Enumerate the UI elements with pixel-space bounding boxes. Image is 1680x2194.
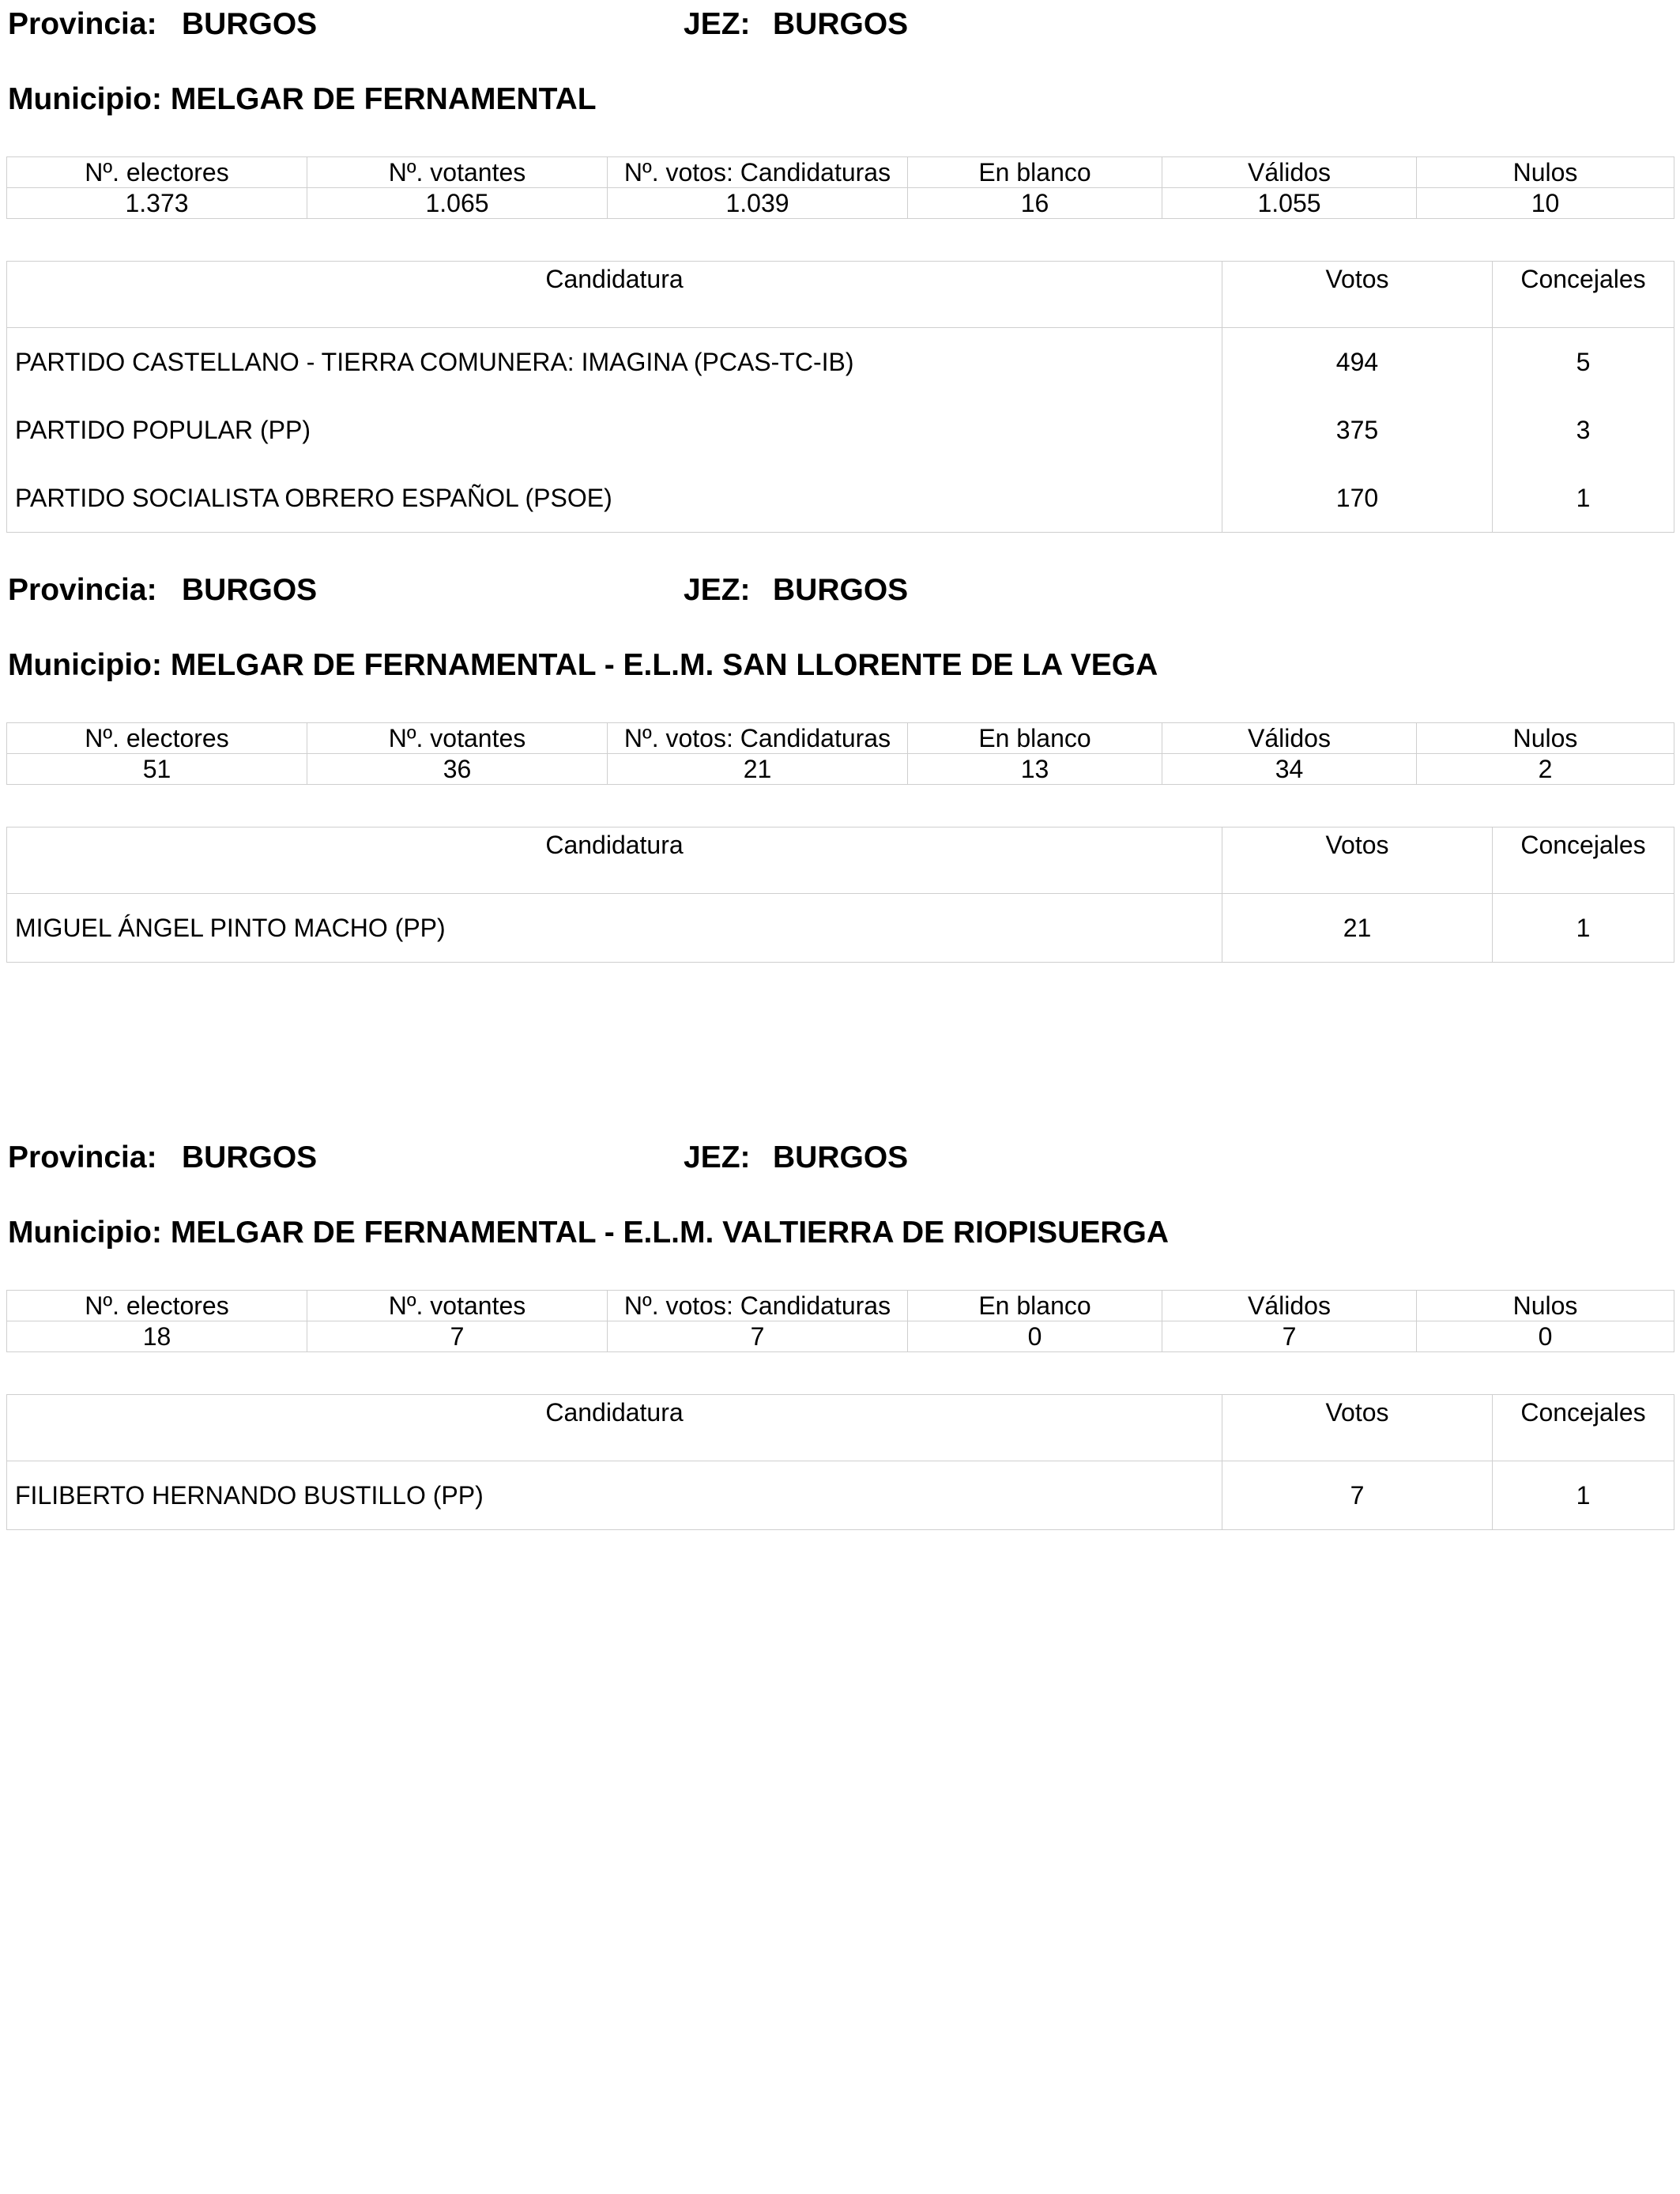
votos-header: Votos	[1222, 1395, 1493, 1461]
summary-header-row	[7, 723, 1674, 754]
candidaturas-table	[6, 827, 1674, 963]
votos-candidaturas-header: Nº. votos: Candidaturas	[608, 1291, 908, 1321]
jez-value: BURGOS	[773, 1140, 909, 1174]
en-blanco-header: En blanco	[908, 1291, 1162, 1321]
candidatura-votos: 375	[1222, 396, 1493, 464]
nulos-value: 10	[1417, 188, 1674, 219]
concejales-header: Concejales	[1493, 827, 1674, 894]
candidaturas-table	[6, 1394, 1674, 1530]
candidaturas-header-row	[7, 827, 1674, 894]
en-blanco-value: 0	[908, 1321, 1162, 1352]
candidatura-concejales: 1	[1493, 464, 1674, 533]
candidatura-concejales: 3	[1493, 396, 1674, 464]
summary-value-row	[7, 188, 1674, 219]
candidaturas-header-row	[7, 1395, 1674, 1461]
municipio-value: MELGAR DE FERNAMENTAL - E.L.M. VALTIERRA DE RIOPISUERGA	[170, 1216, 1169, 1250]
en-blanco-value: 13	[908, 754, 1162, 785]
summary-value-row	[7, 754, 1674, 785]
electores-value: 18	[7, 1321, 307, 1352]
candidatura-name: PARTIDO SOCIALISTA OBRERO ESPAÑOL (PSOE)	[7, 464, 1222, 533]
candidatura-votos: 7	[1222, 1461, 1493, 1530]
candidatura-row	[7, 464, 1674, 533]
votos-header: Votos	[1222, 262, 1493, 328]
candidatura-header: Candidatura	[7, 827, 1222, 894]
provincia-line	[8, 571, 1667, 610]
jez-label: JEZ:	[684, 1140, 751, 1174]
provincia-label: Provincia:	[8, 7, 157, 41]
votantes-header: Nº. votantes	[307, 1291, 608, 1321]
summary-value-row	[7, 1321, 1674, 1352]
concejales-header: Concejales	[1493, 262, 1674, 328]
summary-table	[6, 156, 1674, 219]
candidatura-votos: 170	[1222, 464, 1493, 533]
candidatura-row	[7, 396, 1674, 464]
votos-candidaturas-value: 7	[608, 1321, 908, 1352]
nulos-value: 0	[1417, 1321, 1674, 1352]
votos-header: Votos	[1222, 827, 1493, 894]
candidatura-header: Candidatura	[7, 1395, 1222, 1461]
candidatura-row	[7, 328, 1674, 397]
provincia-value: BURGOS	[182, 573, 318, 607]
jez-label: JEZ:	[684, 573, 751, 607]
jez-value: BURGOS	[773, 7, 909, 41]
candidatura-votos: 21	[1222, 894, 1493, 963]
municipio-label: Municipio:	[8, 648, 162, 682]
nulos-header: Nulos	[1417, 157, 1674, 188]
candidatura-row	[7, 894, 1674, 963]
provincia-line	[8, 1138, 1667, 1178]
votantes-value: 7	[307, 1321, 608, 1352]
candidatura-name: PARTIDO POPULAR (PP)	[7, 396, 1222, 464]
concejales-header: Concejales	[1493, 1395, 1674, 1461]
en-blanco-header: En blanco	[908, 157, 1162, 188]
candidatura-votos: 494	[1222, 328, 1493, 397]
validos-value: 34	[1162, 754, 1417, 785]
votos-candidaturas-header: Nº. votos: Candidaturas	[608, 157, 908, 188]
electores-value: 1.373	[7, 188, 307, 219]
votantes-header: Nº. votantes	[307, 723, 608, 754]
candidatura-name: MIGUEL ÁNGEL PINTO MACHO (PP)	[7, 894, 1222, 963]
candidatura-concejales: 5	[1493, 328, 1674, 397]
municipio-title	[8, 80, 1667, 119]
municipio-value: MELGAR DE FERNAMENTAL - E.L.M. SAN LLORENTE DE LA VEGA	[170, 648, 1158, 682]
candidatura-name: FILIBERTO HERNANDO BUSTILLO (PP)	[7, 1461, 1222, 1530]
provincia-line	[8, 5, 1667, 44]
votos-candidaturas-value: 21	[608, 754, 908, 785]
provincia-label: Provincia:	[8, 573, 157, 607]
candidaturas-header-row	[7, 262, 1674, 328]
candidatura-concejales: 1	[1493, 1461, 1674, 1530]
provincia-value: BURGOS	[182, 1140, 318, 1174]
candidatura-header: Candidatura	[7, 262, 1222, 328]
validos-value: 1.055	[1162, 188, 1417, 219]
municipio-title	[8, 1213, 1667, 1253]
candidaturas-table	[6, 261, 1674, 533]
validos-header: Válidos	[1162, 1291, 1417, 1321]
candidatura-name: PARTIDO CASTELLANO - TIERRA COMUNERA: IMAGINA (PCAS-TC-IB)	[7, 328, 1222, 397]
candidatura-concejales: 1	[1493, 894, 1674, 963]
provincia-label: Provincia:	[8, 1140, 157, 1174]
nulos-header: Nulos	[1417, 1291, 1674, 1321]
municipio-value: MELGAR DE FERNAMENTAL	[170, 82, 597, 116]
candidatura-row	[7, 1461, 1674, 1530]
jez-label: JEZ:	[684, 7, 751, 41]
summary-table	[6, 722, 1674, 785]
en-blanco-value: 16	[908, 188, 1162, 219]
validos-header: Válidos	[1162, 157, 1417, 188]
summary-header-row	[7, 1291, 1674, 1321]
electores-header: Nº. electores	[7, 723, 307, 754]
summary-header-row	[7, 157, 1674, 188]
validos-header: Válidos	[1162, 723, 1417, 754]
municipio-title	[8, 646, 1667, 685]
nulos-value: 2	[1417, 754, 1674, 785]
electores-header: Nº. electores	[7, 157, 307, 188]
votos-candidaturas-value: 1.039	[608, 188, 908, 219]
summary-table	[6, 1290, 1674, 1352]
jez-value: BURGOS	[773, 573, 909, 607]
municipio-label: Municipio:	[8, 82, 162, 116]
votos-candidaturas-header: Nº. votos: Candidaturas	[608, 723, 908, 754]
en-blanco-header: En blanco	[908, 723, 1162, 754]
votantes-value: 36	[307, 754, 608, 785]
nulos-header: Nulos	[1417, 723, 1674, 754]
electores-value: 51	[7, 754, 307, 785]
municipio-label: Municipio:	[8, 1216, 162, 1250]
validos-value: 7	[1162, 1321, 1417, 1352]
provincia-value: BURGOS	[182, 7, 318, 41]
electores-header: Nº. electores	[7, 1291, 307, 1321]
votantes-header: Nº. votantes	[307, 157, 608, 188]
votantes-value: 1.065	[307, 188, 608, 219]
